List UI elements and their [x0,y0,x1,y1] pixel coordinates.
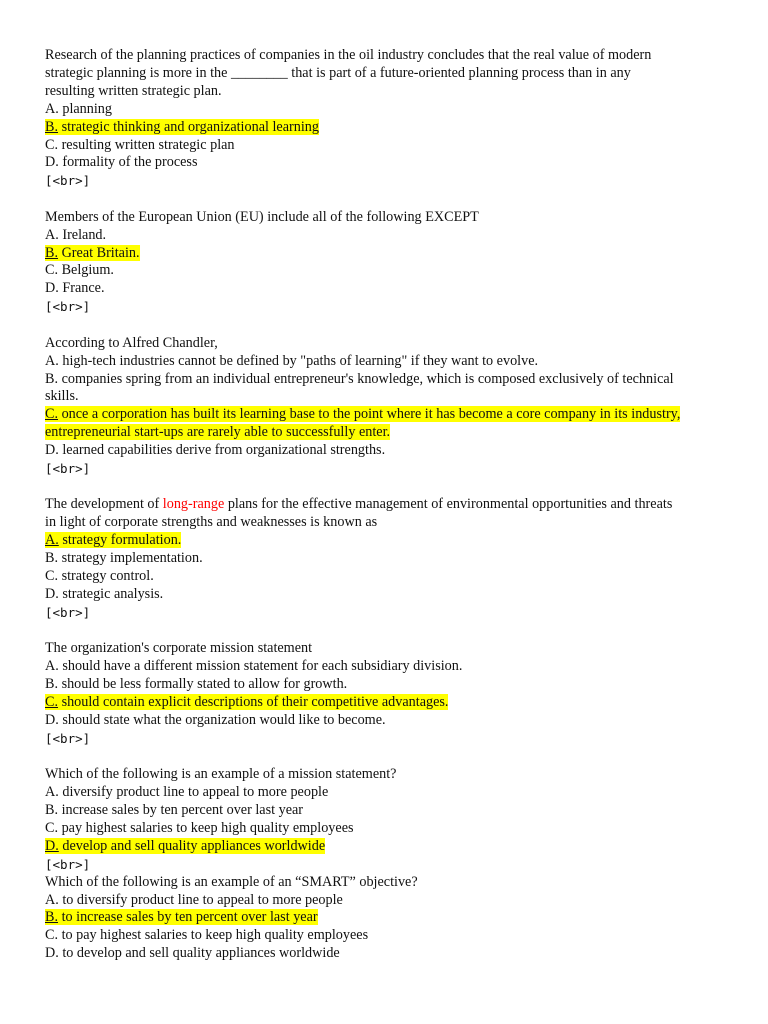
answer-option-c-correct: C. once a corporation has built its learning base to the point where it has become a core company in its industry, [45,406,681,423]
question-6 [45,766,729,873]
question-7 [45,874,729,964]
answer-option-c: C. pay highest salaries to keep high quality employees [45,819,354,836]
answer-option-c: C. Belgium. [45,262,114,279]
answer-option-a: A. to diversify product line to appeal to more people [45,891,343,908]
answer-option-d: D. formality of the process [45,154,198,171]
answer-option-b: B. companies spring from an individual entrepreneur's knowledge, which is composed exclusively of technical [45,370,674,387]
answer-option-a: A. planning [45,100,112,117]
answer-option-d-correct: D. develop and sell quality appliances worldwide [45,837,326,854]
question-stem: Which of the following is an example of a mission statement? [45,766,397,783]
question-stem: Which of the following is an example of an “SMART” objective? [45,873,418,890]
answer-option-a-correct: A. strategy formulation. [45,532,182,549]
answer-option-d: D. learned capabilities derive from organizational strengths. [45,442,386,459]
question-stem: According to Alfred Chandler, [45,334,218,351]
answer-option-c: C. to pay highest salaries to keep high quality employees [45,927,369,944]
answer-option-a: A. diversify product line to appeal to more people [45,784,329,801]
question-3 [45,335,729,478]
answer-option-d: D. should state what the organization would like to become. [45,711,386,728]
answer-option-a: A. should have a different mission statement for each subsidiary division. [45,658,463,675]
br-separator: [<br>] [45,856,91,872]
question-stem: Members of the European Union (EU) include all of the following EXCEPT [45,208,479,225]
answer-option-c: C. resulting written strategic plan [45,136,235,153]
answer-option-d: D. to develop and sell quality appliances worldwide [45,945,340,962]
answer-option-a: A. Ireland. [45,226,107,243]
question-stem: resulting written strategic plan. [45,82,222,99]
answer-option-b: B. increase sales by ten percent over last year [45,802,304,819]
answer-option-b-continued: skills. [45,388,79,405]
question-stem: Research of the planning practices of companies in the oil industry concludes that the real value of modern [45,47,652,63]
question-stem: The organization's corporate mission statement [45,640,313,657]
question-4 [45,496,729,621]
answer-option-d: D. France. [45,280,105,297]
answer-option-c: C. strategy control. [45,568,154,585]
answer-option-a: A. high-tech industries cannot be defined by "paths of learning" if they want to evolve. [45,352,539,369]
answer-option-b: B. should be less formally stated to allow for growth. [45,676,348,693]
br-separator: [<br>] [45,604,91,620]
br-separator: [<br>] [45,173,91,189]
br-separator: [<br>] [45,730,91,746]
document-page [45,47,729,963]
answer-option-b: B. strategy implementation. [45,550,203,567]
answer-option-b-correct: B. to increase sales by ten percent over last year [45,909,318,926]
answer-option-d: D. strategic analysis. [45,585,164,602]
question-5 [45,640,729,747]
red-emphasis-text: long-range [162,496,225,513]
answer-option-c-correct: C. should contain explicit descriptions of their competitive advantages. [45,694,449,710]
answer-option-c-continued: entrepreneurial start-ups are rarely able to successfully enter. [45,424,391,441]
br-separator: [<br>] [45,461,91,477]
question-2 [45,209,729,316]
question-stem: in light of corporate strengths and weaknesses is known as [45,514,378,531]
question-stem: strategic planning is more in the ________ that is part of a future-oriented planning process than in any [45,64,631,81]
question-1 [45,47,729,190]
question-stem: The development of long-range plans for the effective management of environmental opportunities and threats [45,496,673,513]
answer-option-b-correct: B. Great Britain. [45,244,140,261]
answer-option-b-correct: B. strategic thinking and organizational learning [45,118,319,135]
br-separator: [<br>] [45,299,91,315]
